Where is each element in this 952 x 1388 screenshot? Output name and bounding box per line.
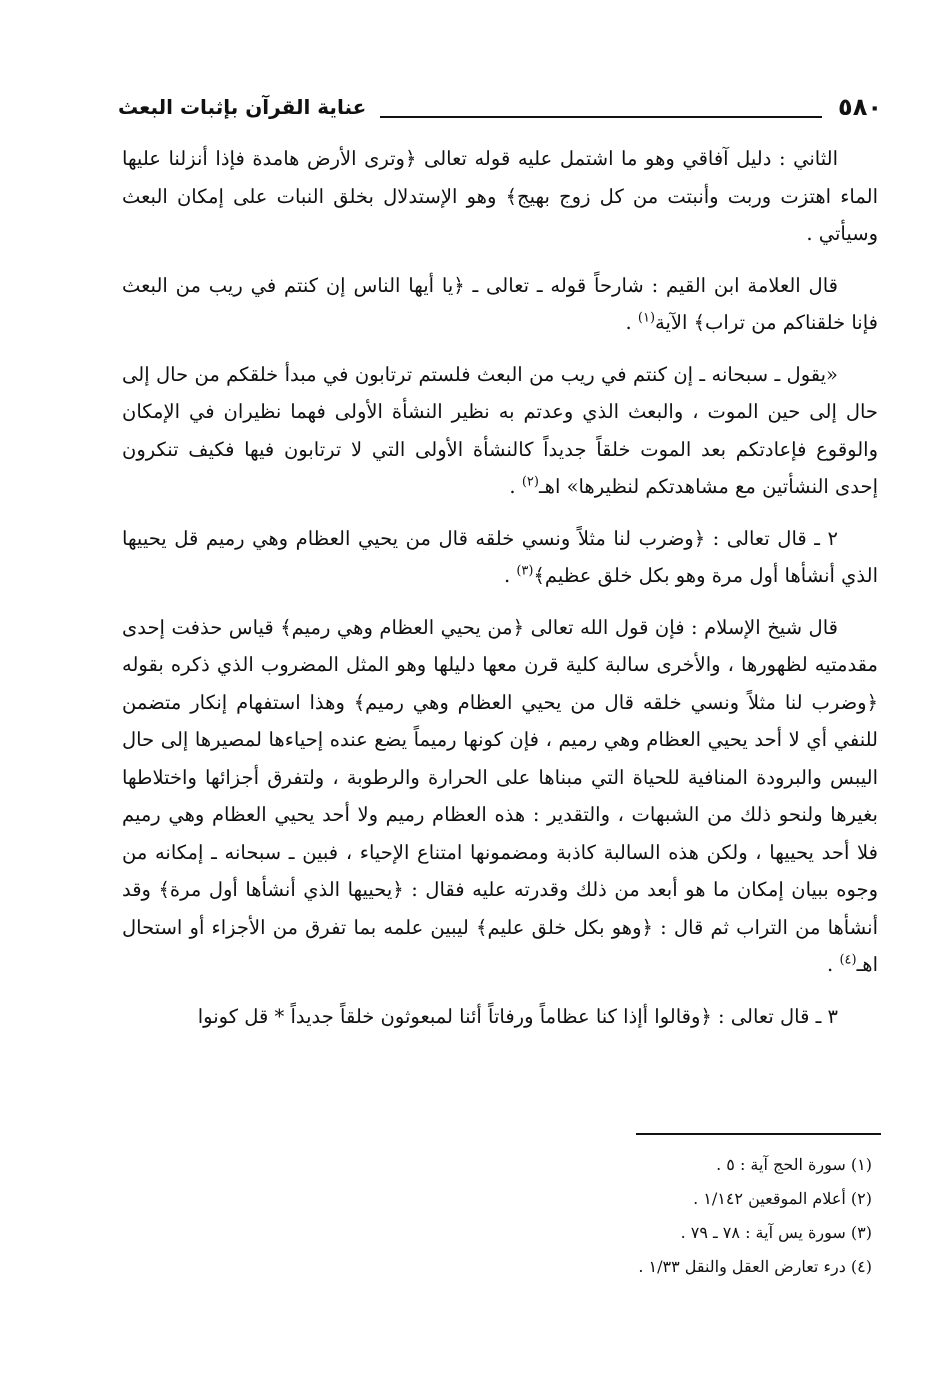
paragraph — [122, 356, 878, 506]
paragraph — [122, 140, 878, 253]
running-title: عناية القرآن بإثبات البعث — [118, 95, 367, 119]
page-number: ٥٨٠ — [838, 93, 882, 121]
paragraph-text: قال العلامة ابن القيم : شارحاً قوله ـ تعالى ـ ﴿يا أيها الناس إن كنتم في ريب من البعث فإنا خلقناكم من تراب﴾ الآية — [122, 273, 878, 334]
paragraph-end: . — [509, 475, 522, 498]
paragraph — [122, 520, 878, 595]
footnote-marker: (٤) — [839, 952, 857, 968]
footnote-marker: (١) — [637, 310, 656, 326]
paragraph — [122, 267, 878, 342]
paragraph-text: «يقول ـ سبحانه ـ إن كنتم في ريب من البعث فلستم ترتابون في مبدأ خلقكم من حال إلى حال إلى حين الموت ، والبعث الذي وعدتم به نظير النشأة الأولى فهما نظيران في الإمكان والوقوع فإعادتكم بعد الموت خلقاً جديداً كالنشأة الأولى التي لا ترتابون فيها فكيف تنكرون إحدى النشأتين مع مشاهدتكم لنظيرها» اهـ — [122, 362, 878, 498]
footnote-4: (٤) درء تعارض العقل والنقل ١/٣٣ . — [638, 1257, 872, 1276]
footnotes — [122, 1148, 878, 1284]
footnote-1: (١) سورة الحج آية : ٥ . — [716, 1155, 872, 1174]
paragraph-text: ٢ ـ قال تعالى : ﴿وضرب لنا مثلاً ونسي خلقه قال من يحيي العظام وهي رميم قل يحييها الذي أنشأها أول مرة وهو بكل خلق عظيم﴾ — [122, 526, 878, 587]
paragraph-text: قال شيخ الإسلام : فإن قول الله تعالى ﴿من يحيي العظام وهي رميم﴾ قياس حذفت إحدى مقدمتيه لظهورها ، والأخرى سالبة كلية قرن معها دليلها وهو المثل المضروب الذي ذكره بقوله ﴿وضرب لنا مثلاً ونسي خلقه قال من يحيي العظام وهي رميم﴾ وهذا استفهام إنكار متضمن للنفي أي لا أحد يحيي العظام وهي رميم ، فإن كونها رميماً يضع عنده إحياءها لمصيرها إلى حال اليبس والبرودة المنافية للحياة التي مبناها على الحرارة والرطوبة ، ولتفرق أجزائها واختلاطها بغيرها ولنحو ذلك من الشبهات ، والتقدير : هذه العظام رميم ولا أحد يحيي العظام وهي رميم فلا أحد يحييها ، ولكن هذه السالبة كاذبة ومضمونها امتناع الإحياء ، فبين ـ سبحانه ـ إمكانه من وجوه ببيان إمكان ما هو أبعد من ذلك وقدرته عليه فقال : ﴿يحييها الذي أنشأها أول مرة﴾ وقد أنشأها من التراب ثم قال : ﴿وهو بكل خلق عليم﴾ ليبين علمه بما تفرق من الأجزاء أو استحال اهـ — [122, 615, 878, 976]
main-text — [122, 140, 878, 1049]
footnote-rule — [636, 1133, 881, 1135]
footnote-3: (٣) سورة يس آية : ٧٨ ـ ٧٩ . — [680, 1223, 872, 1242]
paragraph-text: ٣ ـ قال تعالى : ﴿وقالوا أإذا كنا عظاماً ورفاتاً أئنا لمبعوثون خلقاً جديداً * قل كونوا — [197, 1004, 838, 1028]
paragraph-end: . — [625, 311, 638, 334]
paragraph — [122, 998, 878, 1036]
header-rule — [380, 116, 822, 118]
paragraph — [122, 609, 878, 984]
page-header — [118, 90, 882, 124]
footnote-2: (٢) أعلام الموقعين ١/١٤٢ . — [693, 1189, 872, 1208]
paragraph-text: الثاني : دليل آفاقي وهو ما اشتمل عليه قوله تعالى ﴿وترى الأرض هامدة فإذا أنزلنا عليها الماء اهتزت وربت وأنبتت من كل زوج بهيج﴾ وهو الإستدلال بخلق النبات على إمكان البعث وسيأتي . — [122, 147, 878, 245]
paragraph-end: . — [503, 564, 517, 587]
footnote-marker: (٣) — [516, 563, 534, 579]
footnote-marker: (٢) — [521, 474, 539, 490]
paragraph-end: . — [827, 953, 840, 976]
